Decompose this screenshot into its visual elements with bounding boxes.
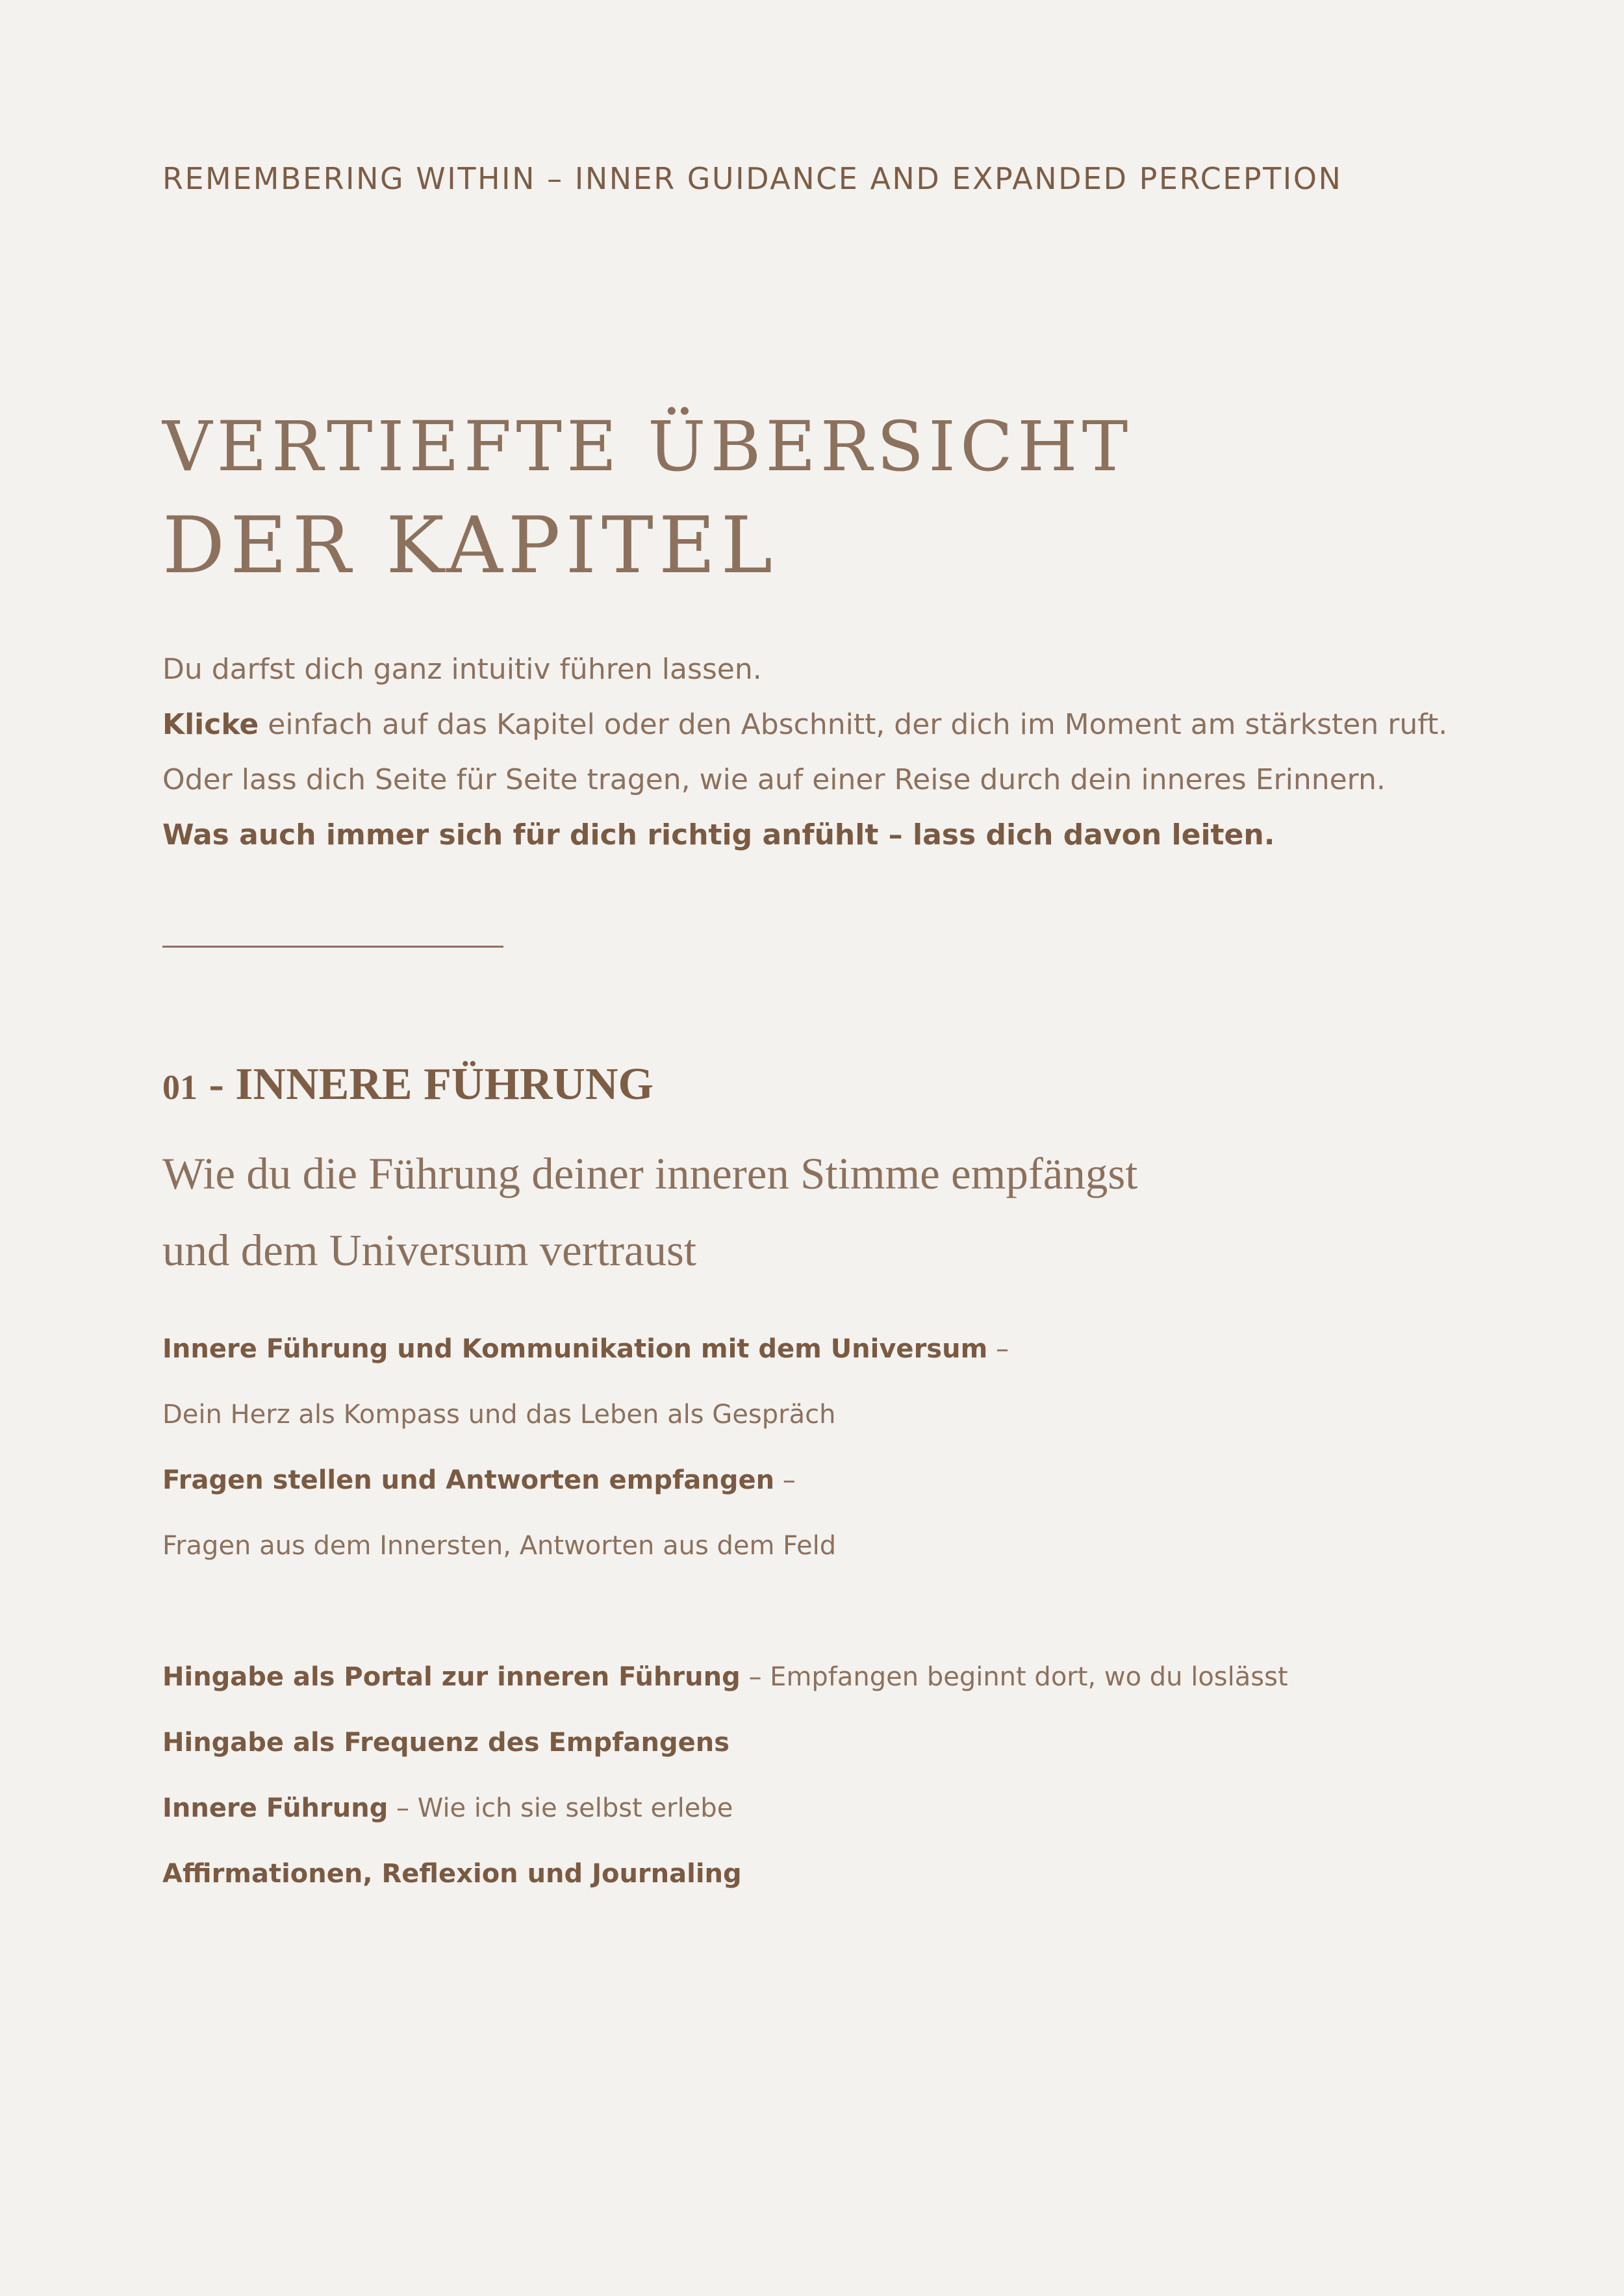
page-title xyxy=(162,401,1132,599)
section-title: Innere Führung und Kommunikation mit dem Universum xyxy=(162,1334,988,1364)
section-link[interactable] xyxy=(162,1461,1494,1526)
section-link[interactable] xyxy=(162,1854,1494,1920)
section-link[interactable] xyxy=(162,1330,1494,1395)
chapter-number: 01 xyxy=(162,1068,197,1107)
section-title: Hingabe als Frequenz des Empfangens xyxy=(162,1728,730,1758)
document-page xyxy=(162,0,1494,2296)
section-description: Dein Herz als Kompass und das Leben als Gespräch xyxy=(162,1400,836,1430)
section-title: Hingabe als Portal zur inneren Führung xyxy=(162,1662,741,1692)
page-title-line-2: DER KAPITEL xyxy=(162,501,778,591)
section-link[interactable] xyxy=(162,1658,1494,1723)
chapter-heading-text: - INNERE FÜHRUNG xyxy=(197,1059,653,1109)
running-header: REMEMBERING WITHIN – INNER GUIDANCE AND EXPANDED PERCEPTION xyxy=(162,161,1343,196)
intro-text xyxy=(162,647,1494,868)
intro-line-2-bold: Klicke xyxy=(162,708,259,741)
chapter-subtitle-line-1: Wie du die Führung deiner inneren Stimme empfängst xyxy=(162,1149,1138,1198)
section-link[interactable] xyxy=(162,1395,1494,1461)
intro-line-4-bold: Was auch immer sich für dich richtig anfühlt – lass dich davon leiten. xyxy=(162,818,1275,852)
section-title: Affirmationen, Reflexion und Journaling xyxy=(162,1859,742,1889)
section-title: Fragen stellen und Antworten empfangen xyxy=(162,1465,775,1495)
section-description: – xyxy=(987,1334,1009,1364)
intro-line-1: Du darfst dich ganz intuitiv führen lassen. xyxy=(162,653,762,686)
chapter-subtitle-line-2: und dem Universum vertraust xyxy=(162,1226,697,1275)
divider-line xyxy=(162,946,503,948)
section-list xyxy=(162,1330,1494,1920)
section-description: – Wie ich sie selbst erlebe xyxy=(388,1793,733,1823)
page-title-line-1: VERTIEFTE ÜBERSICHT xyxy=(162,407,1133,486)
intro-line-2-rest: einfach auf das Kapitel oder den Abschnitt, der dich im Moment am stärksten ruft. xyxy=(259,708,1448,741)
chapter-heading-link[interactable] xyxy=(162,1055,653,1116)
section-description: – xyxy=(774,1465,796,1495)
chapter-subtitle xyxy=(162,1135,1137,1289)
intro-line-3: Oder lass dich Seite für Seite tragen, wie auf einer Reise durch dein inneres Erinnern. xyxy=(162,763,1386,796)
intro-line-4 xyxy=(162,813,1494,868)
section-link[interactable] xyxy=(162,1789,1494,1854)
section-link[interactable] xyxy=(162,1526,1494,1658)
section-description: Fragen aus dem Innersten, Antworten aus dem Feld xyxy=(162,1531,837,1561)
section-description: – Empfangen beginnt dort, wo du loslässt xyxy=(740,1662,1288,1692)
intro-line-2 xyxy=(162,702,1494,757)
section-title: Innere Führung xyxy=(162,1793,388,1823)
section-link[interactable] xyxy=(162,1723,1494,1789)
